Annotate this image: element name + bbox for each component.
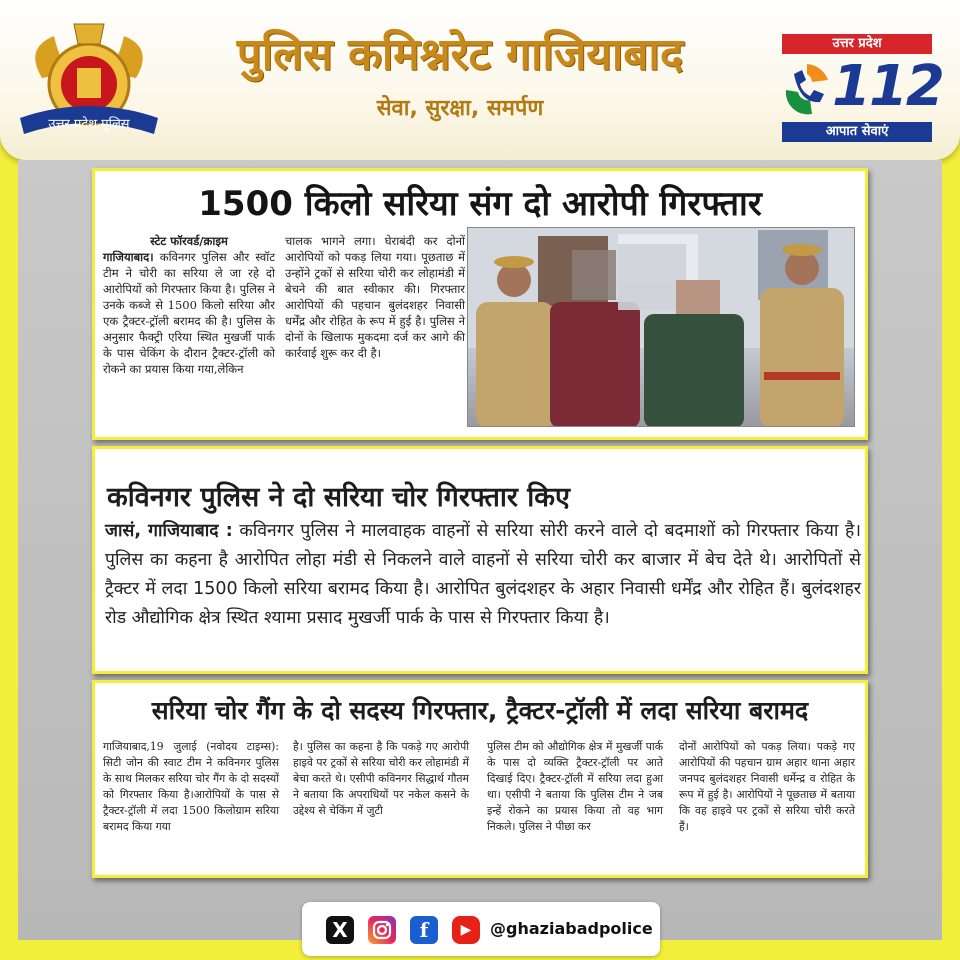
clipping-1-headline: 1500 किलो सरिया संग दो आरोपी गिरफ्तार (198, 184, 762, 224)
clipping-2-dateline: जासं, गाजियाबाद : (105, 521, 233, 541)
social-media-bar (302, 902, 660, 956)
facebook-icon[interactable]: f (410, 916, 438, 944)
emblem-label: उत्तर प्रदेश पुलिस (48, 117, 130, 132)
clipping-1-column-1 (103, 233, 275, 377)
arrest-photo (467, 227, 855, 427)
news-clipping-2 (92, 446, 868, 674)
news-clipping-3 (92, 680, 868, 878)
clipping-2-headline: कविनगर पुलिस ने दो सरिया चोर गिरफ्तार किए (107, 482, 570, 513)
clipping-1-column-2: चालक भागने लगा। घेराबंदी कर दोनों आरोपियों को पकड़ लिया गया। पूछताछ में उन्होंने ट्रकों से सरिया चोरी कर लोहामंडी में बेचने की बात स्वीकार की। गिरफ्तार आरोपियों की पहचान बुलंदशहर निवासी धर्मेंद्र और रोहित के रूप में हुई है। पुलिस ने दोनों के खिलाफ मुकदमा दर्ज कर आगे की कार्रवाई शुरू कर दी है। (285, 234, 465, 360)
logo-112-top-text: उत्तर प्रदेश (782, 34, 932, 54)
clipping-1-dateline: गाजियाबाद। (103, 250, 154, 264)
up-police-emblem-icon (14, 18, 164, 143)
clipping-1-text-1: कविनगर पुलिस और स्वॉट टीम ने चोरी का सरिया ले जा रहे दो आरोपियों को गिरफ्तार किया है। पुलिस ने उनके कब्जे से 1500 किलो सरिया और एक ट्रैक्टर-ट्रॉली बरामद की है। पुलिस के अनुसार फैक्ट्री एरिया स्थित मुखर्जी पार्क के पास चेकिंग के दौरान ट्रैक्टर-ट्रॉली को रोकने का प्रयास किया गया,लेकिन (103, 250, 275, 376)
photo-illustration (468, 228, 855, 427)
tagline: सेवा, सुरक्षा, समर्पण (376, 96, 544, 121)
clipping-3-column-3: पुलिस टीम को औद्योगिक क्षेत्र में मुखर्जी पार्क के पास दो व्यक्ति ट्रैक्टर-ट्रॉली पर आते दिखाई दिए। ट्रैक्टर-ट्रॉली में सरिया लदा हुआ था। एसीपी ने बताया कि पुलिस टीम ने जब इन्हें रोकने का प्रयास किया तो वह भाग निकले। पुलिस ने पीछा कर (487, 740, 663, 833)
youtube-icon[interactable]: ▶ (452, 916, 480, 944)
clipping-1-byline: स्टेट फॉरवर्ड/क्राइम (150, 234, 228, 248)
x-icon[interactable]: X (326, 916, 354, 944)
news-clipping-1 (92, 168, 868, 440)
logo-112-bottom-text: आपात सेवाएं (782, 122, 932, 142)
instagram-icon[interactable] (368, 916, 396, 944)
clipping-3-headline: सरिया चोर गैंग के दो सदस्य गिरफ्तार, ट्रैक्टर-ट्रॉली में लदा सरिया बरामद (151, 696, 809, 725)
phone-icon (782, 60, 832, 118)
clipping-2-body (105, 517, 861, 633)
page-title: पुलिस कमिश्नरेट गाजियाबाद (236, 29, 684, 80)
clipping-3-column-2: है। पुलिस का कहना है कि पकड़े गए आरोपी हाइवे पर ट्रकों से सरिया चोरी कर लोहामंडी में बेचा करते थे। एसीपी कविनगर सिद्धार्थ गौतम ने बताया कि अपराधियों पर नकेल कसने के उद्देश्य से चेकिंग में जुटी (293, 740, 469, 817)
instagram-glyph-icon (368, 916, 396, 944)
logo-112-number: 112 (832, 54, 943, 119)
page-header (0, 0, 960, 160)
emergency-112-logo (778, 30, 943, 148)
social-handle[interactable]: @ghaziabadpolice (490, 919, 653, 938)
clipping-3-column-4: दोनों आरोपियों को पकड़ लिया। पकड़े गए आरोपियों की पहचान ग्राम अहार थाना अहार जनपद बुलंदशहर निवासी धर्मेन्द्र व रोहित के रूप में हुई है। आरोपियों ने पूछताछ में बताया कि वह हाइवे पर ट्रकों से सरिया चोरी करते हैं। (679, 740, 855, 833)
clipping-3-column-1: गाजियाबाद,19 जुलाई (नवोदय टाइम्स): सिटी जोन की स्वाट टीम ने कविनगर पुलिस के साथ मिलकर सरिया चोर गैंग के दो सदस्यों को गिरफ्तार किया है।आरोपियों के पास से ट्रैक्टर-ट्रॉली में लदा 1500 किलोग्राम सरिया बरामद किया गया (103, 740, 279, 833)
clipping-2-text: कविनगर पुलिस ने मालवाहक वाहनों से सरिया सोरी करने वाले दो बदमाशों को गिरफ्तार किया है। पुलिस का कहना है आरोपित लोहा मंडी से निकलने वाले वाहनों से सरिया चोरी कर बाजार में बेच देते थे। आरोपितों से ट्रैक्टर में लदा 1500 किलो सरिया बरामद किया है। आरोपित बुलंदशहर के अहार निवासी धर्मेंद्र और रोहित हैं। बुलंदशहर रोड औद्योगिक क्षेत्र स्थित श्यामा प्रसाद मुखर्जी पार्क के पास से गिरफ्तार किया है। (105, 521, 861, 628)
